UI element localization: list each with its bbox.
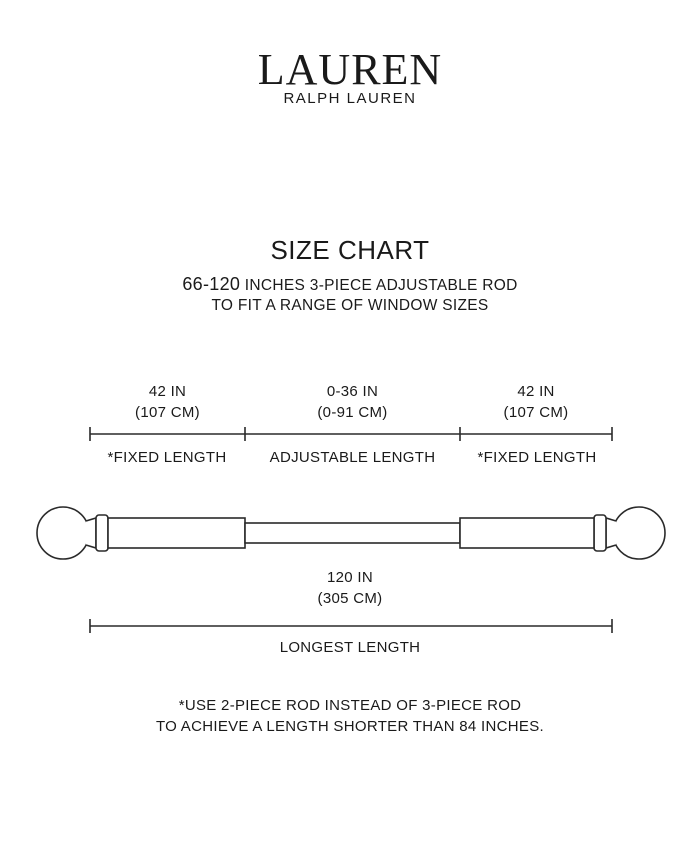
segment-2-cm: (0-91 CM) [317,404,388,421]
subtitle-line-1-text: INCHES 3-PIECE ADJUSTABLE ROD [240,277,518,294]
page-title: SIZE CHART [270,235,430,265]
total-inches: 120 IN [327,569,373,586]
right-finial [594,507,665,559]
segment-1-cm: (107 CM) [135,404,200,421]
subtitle-line-2: TO FIT A RANGE OF WINDOW SIZES [211,297,489,314]
segment-dimension-line [90,427,612,441]
subtitle-range: 66-120 [182,274,241,294]
rod-right-fixed-section [460,518,594,548]
brand-logo: LAUREN [257,45,443,94]
footnote-line-2: TO ACHIEVE A LENGTH SHORTER THAN 84 INCHES. [155,718,544,735]
segment-3-cm: (107 CM) [503,404,569,421]
segment-2-inches: 0-36 IN [326,383,379,400]
rod-left-fixed-section [108,518,245,548]
total-description: LONGEST LENGTH [279,639,421,656]
total-cm: (305 CM) [317,590,383,607]
footnote-line-1: *USE 2-PIECE ROD INSTEAD OF 3-PIECE ROD [178,697,522,714]
segment-3-inches: 42 IN [517,383,555,400]
segment-1-description: *FIXED LENGTH [107,449,227,466]
left-finial [37,507,108,559]
brand-subtitle: RALPH LAUREN [283,90,417,107]
segment-2-description: ADJUSTABLE LENGTH [269,449,436,466]
rod-adjustable-section [245,523,460,543]
segment-3-description: *FIXED LENGTH [477,449,597,466]
segment-1-inches: 42 IN [148,383,187,400]
total-dimension-line [90,619,612,633]
